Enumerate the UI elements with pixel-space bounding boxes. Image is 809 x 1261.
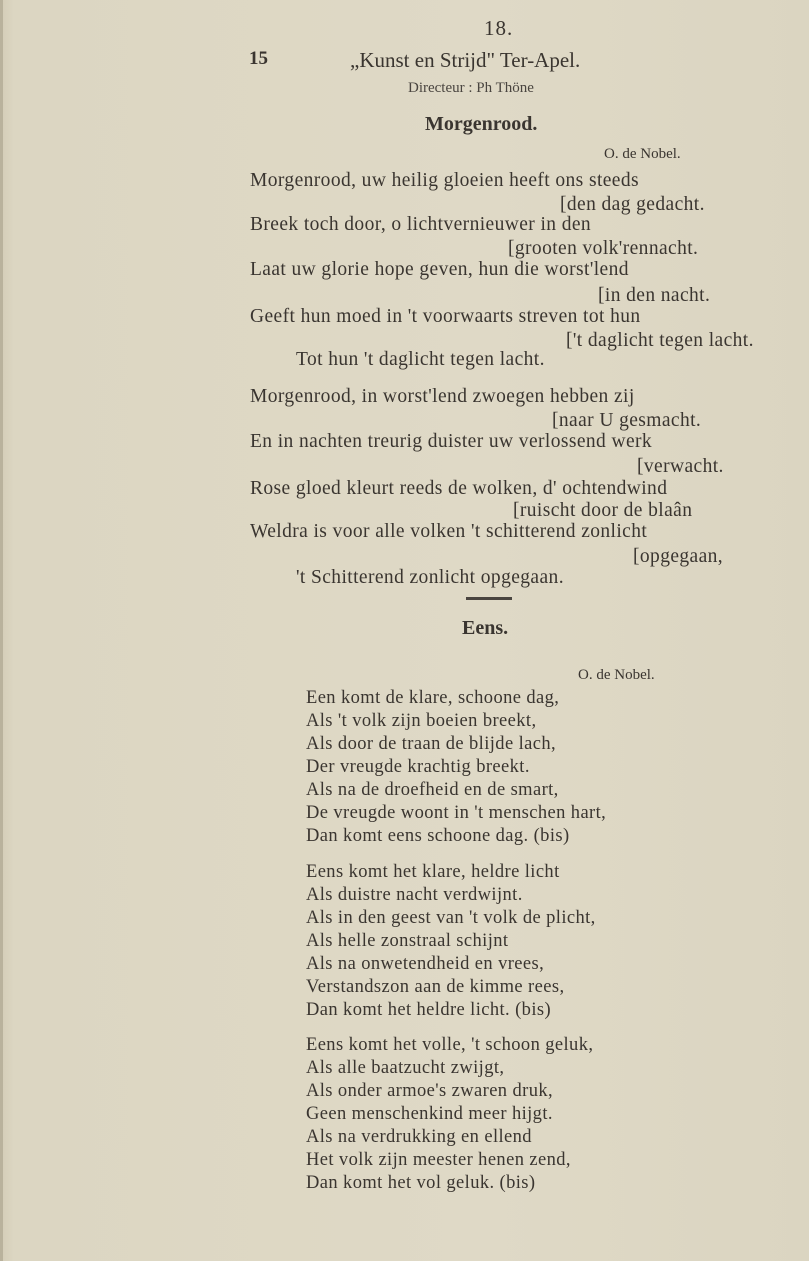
verse-line: Als helle zonstraal schijnt — [306, 931, 509, 951]
verse-line: [in den nacht. — [598, 285, 711, 306]
verse-line: Het volk zijn meester henen zend, — [306, 1150, 571, 1170]
verse-line: Eens komt het klare, heldre licht — [306, 862, 560, 882]
section-divider — [466, 597, 512, 600]
verse-line: Morgenrood, uw heilig gloeien heeft ons steeds — [250, 170, 640, 191]
song-title-morgenrood: Morgenrood. — [425, 113, 538, 135]
verse-line: Eens komt het volle, 't schoon geluk, — [306, 1035, 594, 1055]
page-edge — [0, 0, 3, 1261]
verse-line: Dan komt het heldre licht. (bis) — [306, 1000, 552, 1020]
choir-number: 15 — [249, 48, 268, 69]
verse-line: Als na onwetendheid en vrees, — [306, 954, 545, 974]
verse-line: Dan komt het vol geluk. (bis) — [306, 1173, 536, 1193]
verse-line: [naar U gesmacht. — [552, 410, 702, 431]
song-author-morgenrood: O. de Nobel. — [604, 146, 681, 162]
verse-line: Verstandszon aan de kimme rees, — [306, 977, 565, 997]
verse-line: [verwacht. — [637, 456, 724, 477]
verse-line: Weldra is voor alle volken 't schitterend zonlicht — [250, 521, 648, 542]
verse-line: Als na de droefheid en de smart, — [306, 780, 559, 800]
verse-line: [grooten volk'rennacht. — [508, 238, 699, 259]
page-number: 18. — [484, 16, 514, 40]
verse-line: Als alle baatzucht zwijgt, — [306, 1058, 505, 1078]
verse-line: Breek toch door, o lichtvernieuwer in den — [250, 214, 592, 235]
verse-line: Der vreugde krachtig breekt. — [306, 757, 530, 777]
verse-line: [opgegaan, — [633, 546, 724, 567]
director-line: Directeur : Ph Thöne — [408, 80, 534, 96]
choir-name: „Kunst en Strijd" Ter-Apel. — [350, 48, 581, 72]
verse-line: Geeft hun moed in 't voorwaarts streven tot hun — [250, 306, 641, 327]
verse-line: Rose gloed kleurt reeds de wolken, d' ochtendwind — [250, 478, 668, 499]
verse-line: Laat uw glorie hope geven, hun die worst'lend — [250, 259, 629, 280]
verse-line: Als 't volk zijn boeien breekt, — [306, 711, 537, 731]
verse-line: 't Schitterend zonlicht opgegaan. — [296, 567, 564, 588]
song-author-eens: O. de Nobel. — [578, 667, 655, 683]
verse-line: ['t daglicht tegen lacht. — [566, 330, 754, 351]
song-title-eens: Eens. — [462, 617, 509, 639]
verse-line: Als duistre nacht verdwijnt. — [306, 885, 523, 905]
verse-line: Tot hun 't daglicht tegen lacht. — [296, 349, 545, 370]
verse-line: [ruischt door de blaân — [513, 500, 693, 521]
verse-line: Morgenrood, in worst'lend zwoegen hebben zij — [250, 386, 635, 407]
verse-line: Als onder armoe's zwaren druk, — [306, 1081, 554, 1101]
verse-line: [den dag gedacht. — [560, 194, 705, 215]
verse-line: De vreugde woont in 't menschen hart, — [306, 803, 607, 823]
verse-line: En in nachten treurig duister uw verlossend werk — [250, 431, 653, 452]
verse-line: Dan komt eens schoone dag. (bis) — [306, 826, 570, 846]
verse-line: Als in den geest van 't volk de plicht, — [306, 908, 596, 928]
verse-line: Geen menschenkind meer hijgt. — [306, 1104, 553, 1124]
verse-line: Als door de traan de blijde lach, — [306, 734, 557, 754]
verse-line: Een komt de klare, schoone dag, — [306, 688, 560, 708]
verse-line: Als na verdrukking en ellend — [306, 1127, 532, 1147]
